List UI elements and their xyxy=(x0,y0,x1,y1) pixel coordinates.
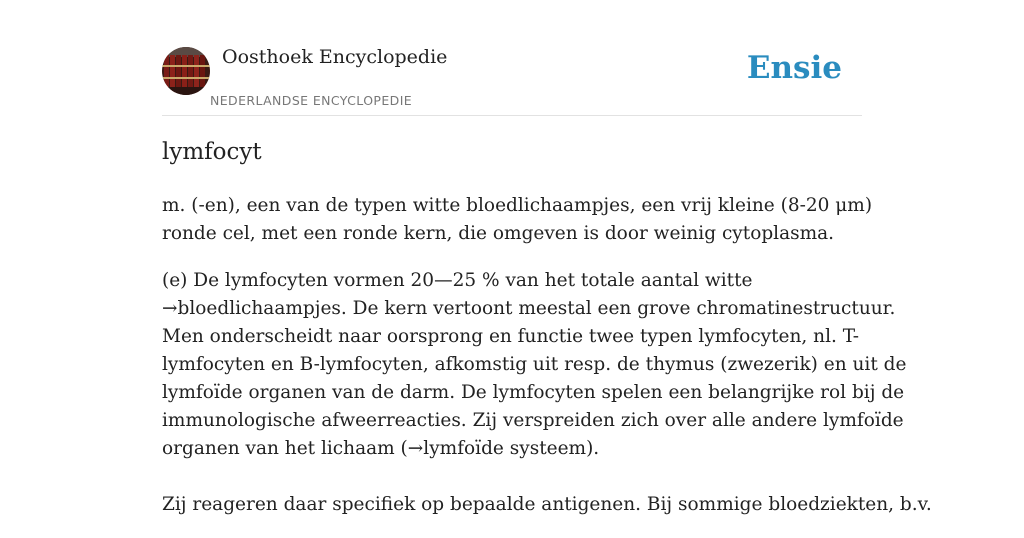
text-line: Zij reageren daar specifiek op bepaalde antigenen. Bij sommige bloedziekten, b.v. xyxy=(162,494,932,515)
header-divider xyxy=(162,115,862,116)
text-line: lymfoïde organen van de darm. De lymfocyten spelen een belangrijke rol bij de xyxy=(162,382,905,403)
definition-paragraph xyxy=(162,192,873,248)
site-title[interactable]: Oosthoek Encyclopedie xyxy=(222,46,448,68)
line-break xyxy=(162,463,867,491)
text-line xyxy=(162,435,867,463)
encyclopedia-books-icon[interactable] xyxy=(162,47,210,95)
text-fragment: organen van het lichaam ( xyxy=(162,438,408,459)
entry-body xyxy=(162,192,932,538)
site-subtitle: NEDERLANDSE ENCYCLOPEDIE xyxy=(210,93,413,108)
text-line: m. (-en), een van de typen witte bloedlichaampjes, een vrij kleine (8-20 μm) xyxy=(162,195,873,216)
text-line: immunologische afweerreacties. Zij verspreiden zich over alle andere lymfoïde xyxy=(162,410,904,431)
text-fragment: . De kern vertoont meestal een grove chromatinestructuur. xyxy=(340,298,896,319)
link-lymfoide-systeem[interactable]: →lymfoïde systeem xyxy=(407,438,587,459)
site-header xyxy=(162,46,862,116)
text-line: Men onderscheidt naar oorsprong en functie twee typen lymfocyten, nl. T- xyxy=(162,326,859,347)
text-line: ronde cel, met een ronde kern, die omgeven is door weinig cytoplasma. xyxy=(162,223,835,244)
text-line: lymfocyten en B-lymfocyten, afkomstig uit resp. de thymus (zwezerik) en uit de xyxy=(162,354,907,375)
text-fragment: ). xyxy=(586,438,600,459)
text-line: (e) De lymfocyten vormen 20—25 % van het totale aantal witte xyxy=(162,270,753,291)
explanation-paragraph xyxy=(162,267,932,519)
link-bloedlichaampjes[interactable]: →bloedlichaampjes xyxy=(162,298,341,319)
entry-title: lymfocyt xyxy=(162,139,262,165)
brand-logo[interactable]: Ensie xyxy=(746,50,842,86)
text-line xyxy=(162,295,896,323)
